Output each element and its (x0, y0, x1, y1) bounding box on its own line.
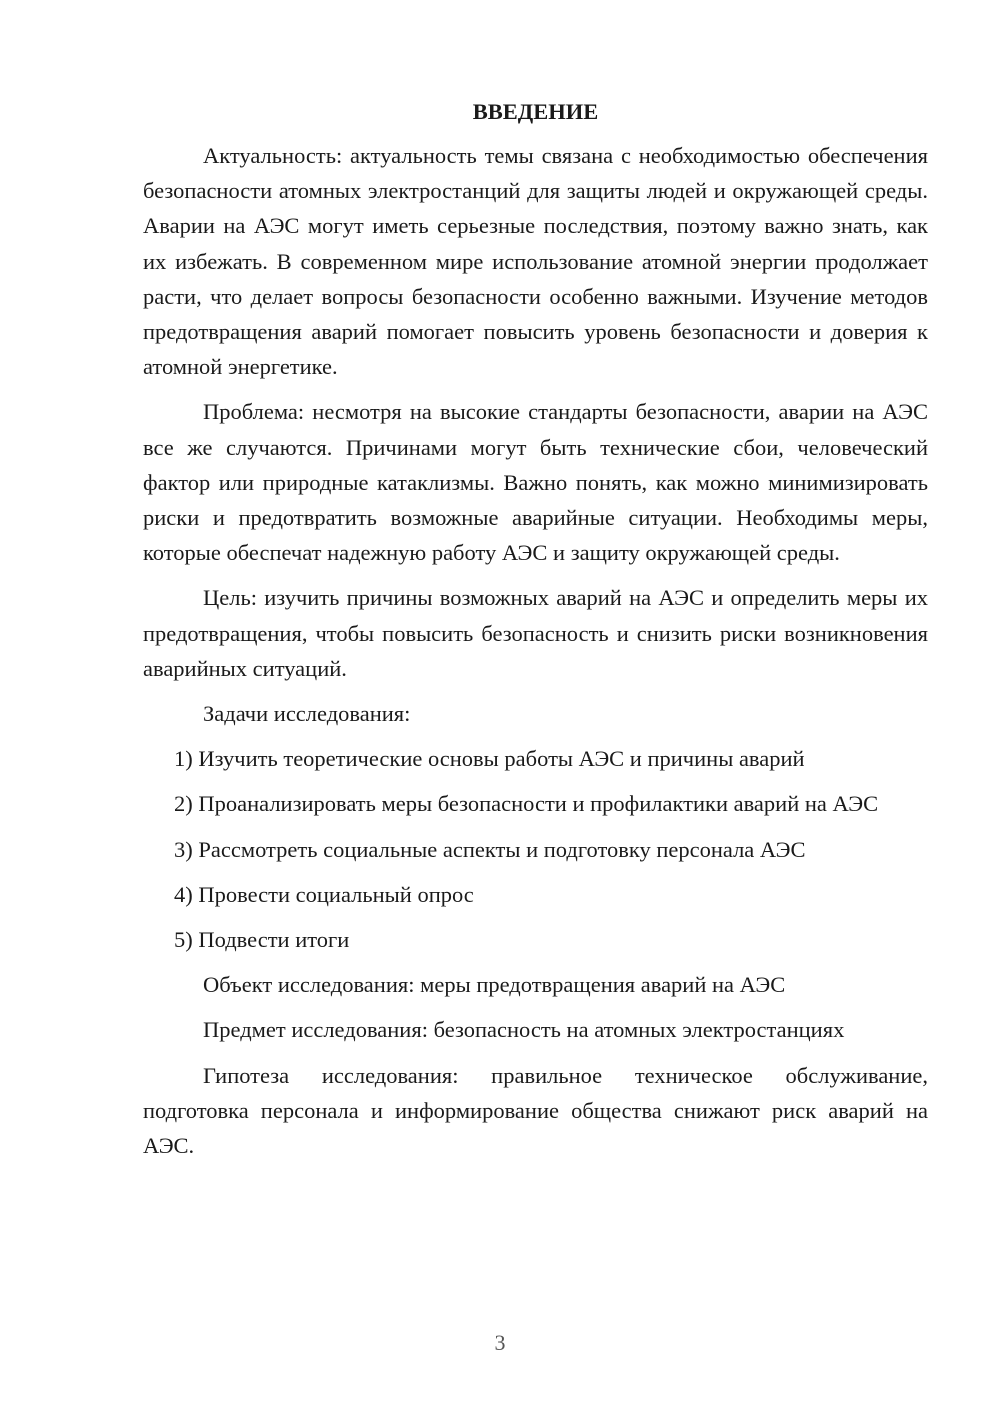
research-object: Объект исследования: меры предотвращения аварий на АЭС (203, 972, 786, 998)
task-item-1: 1) Изучить теоретические основы работы АЭС и причины аварий (174, 746, 805, 772)
task-item-3: 3) Рассмотреть социальные аспекты и подготовку персонала АЭС (174, 836, 806, 862)
page-number: 3 (494, 1330, 506, 1355)
problem-paragraph: Проблема: несмотря на высокие стандарты безопасности, аварии на АЭС все же случаются. Причинами могут быть технические сбои, человеческий фактор или природные катаклизмы. Важно понять, как можно минимизировать риски и предотвратить возможные аварийные ситуации. Необходимы меры, которые обеспечат надежную работу АЭС и защиту окружающей среды. (143, 399, 928, 566)
tasks-heading: Задачи исследования: (203, 701, 411, 727)
research-subject: Предмет исследования: безопасность на атомных электростанциях (203, 1017, 845, 1043)
task-item-2: 2) Проанализировать меры безопасности и профилактики аварий на АЭС (174, 791, 879, 817)
relevance-paragraph: Актуальность: актуальность темы связана с необходимостью обеспечения безопасности атомных электростанций для защиты людей и окружающей среды. Аварии на АЭС могут иметь серьезные последствия, поэтому важно знать, как их избежать. В современном мире использование атомной энергии продолжает расти, что делает вопросы безопасности особенно важными. Изучение методов предотвращения аварий помогает повысить уровень безопасности и доверия к атомной энергетике. (143, 143, 928, 380)
task-item-5: 5) Подвести итоги (174, 927, 350, 953)
goal-paragraph: Цель: изучить причины возможных аварий на АЭС и определить меры их предотвращения, чтобы повысить безопасность и снизить риски возникновения аварийных ситуаций. (143, 585, 928, 681)
task-item-4: 4) Провести социальный опрос (174, 881, 474, 907)
document-page (143, 96, 928, 1173)
document-title: ВВЕДЕНИЕ (472, 99, 599, 124)
research-hypothesis: Гипотеза исследования: правильное техническое обслуживание, подготовка персонала и информирование общества снижают риск аварий на АЭС. (143, 1062, 928, 1159)
